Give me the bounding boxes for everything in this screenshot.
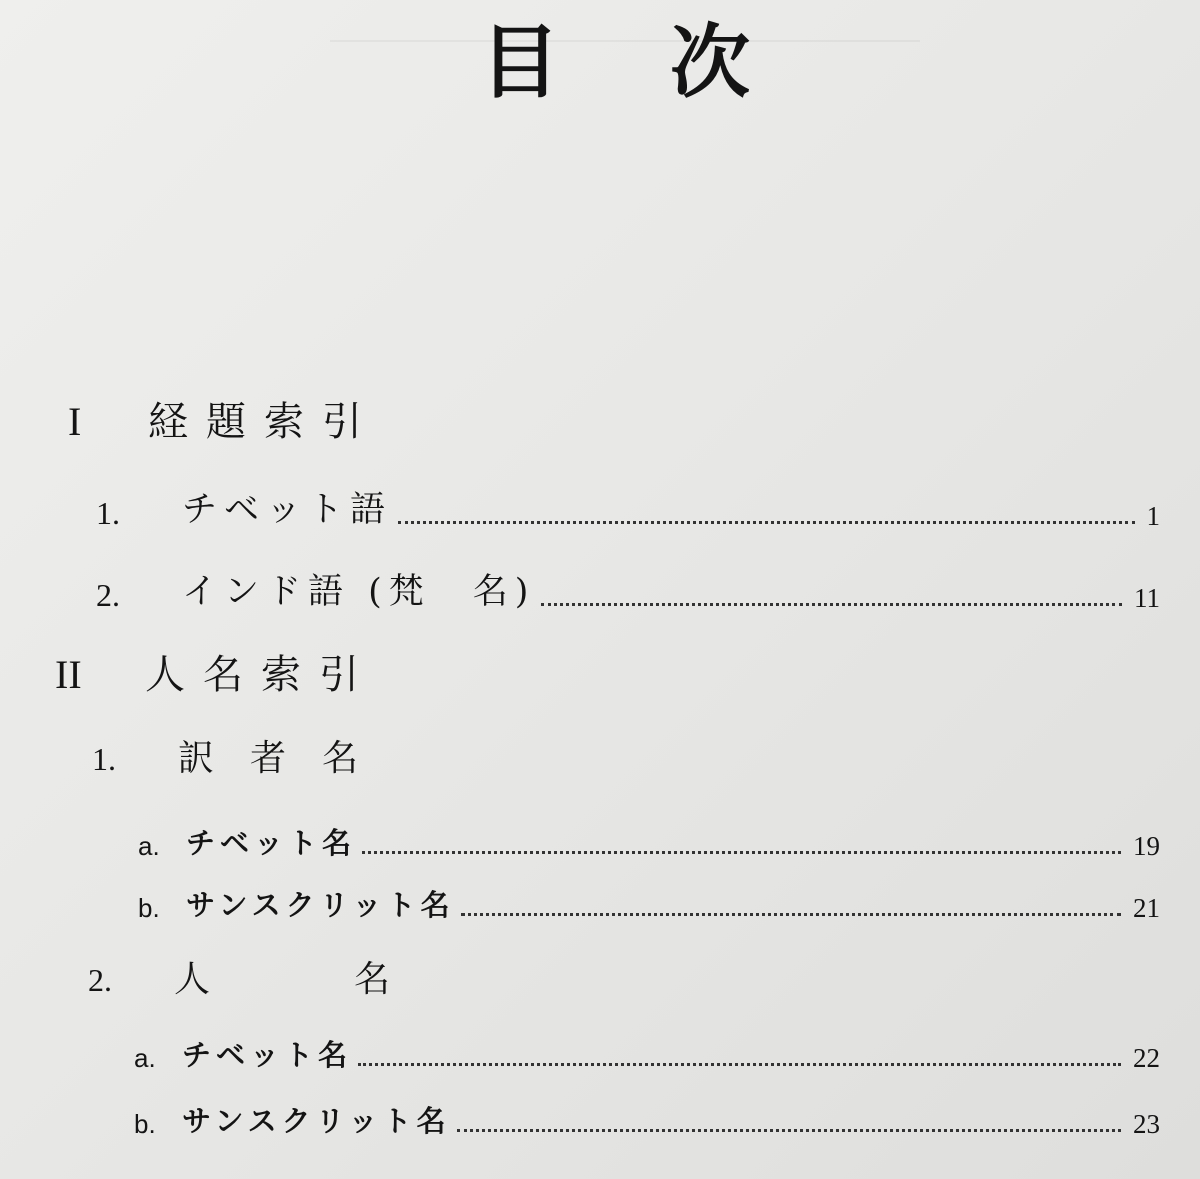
- subsection-label: 訳 者 名: [178, 738, 359, 779]
- page-number: 22: [1133, 1043, 1160, 1073]
- entry-number: 1.: [96, 495, 120, 531]
- section-heading-2: [55, 652, 377, 698]
- toc-entry[interactable]: [134, 1096, 1160, 1140]
- entry-label: チベット名: [186, 826, 357, 860]
- entry-label: インド語 (梵 名): [182, 572, 536, 612]
- page-number: 19: [1133, 831, 1160, 861]
- subsection-number: 1.: [92, 741, 116, 777]
- page-number: 1: [1146, 501, 1160, 531]
- page-number: 23: [1133, 1109, 1160, 1139]
- dot-leader: [461, 913, 1121, 916]
- dot-leader: [457, 1129, 1121, 1132]
- dot-leader: [398, 521, 1134, 524]
- toc-entry[interactable]: [96, 570, 1160, 614]
- section-numeral: II: [55, 652, 82, 697]
- entry-label: サンスクリット名: [182, 1104, 451, 1138]
- entry-letter: b.: [134, 1109, 156, 1139]
- entry-label: サンスクリット名: [186, 888, 455, 922]
- dot-leader: [362, 851, 1121, 854]
- dot-leader: [541, 603, 1122, 606]
- page-number: 11: [1134, 583, 1160, 613]
- entry-label: チベット語: [182, 490, 393, 530]
- section-label: 人名索引: [145, 652, 377, 698]
- dot-leader: [358, 1063, 1121, 1066]
- section-heading-1: [68, 399, 380, 445]
- entry-label: チベット名: [182, 1038, 353, 1072]
- page-title: 目次: [480, 15, 860, 109]
- entry-letter: a.: [138, 831, 160, 861]
- toc-entry[interactable]: [134, 1030, 1160, 1074]
- toc-entry[interactable]: [138, 880, 1160, 924]
- toc-entry[interactable]: [138, 818, 1160, 862]
- section-label: 経題索引: [148, 399, 380, 445]
- subsection-number: 2.: [88, 962, 112, 998]
- section-numeral: I: [68, 399, 82, 444]
- subsection-heading: [92, 738, 359, 779]
- subsection-label: 人 名: [174, 959, 391, 1000]
- subsection-heading: [88, 959, 391, 1000]
- page-number: 21: [1133, 893, 1160, 923]
- entry-letter: a.: [134, 1043, 156, 1073]
- entry-number: 2.: [96, 577, 120, 613]
- entry-letter: b.: [138, 893, 160, 923]
- toc-entry[interactable]: [96, 488, 1160, 532]
